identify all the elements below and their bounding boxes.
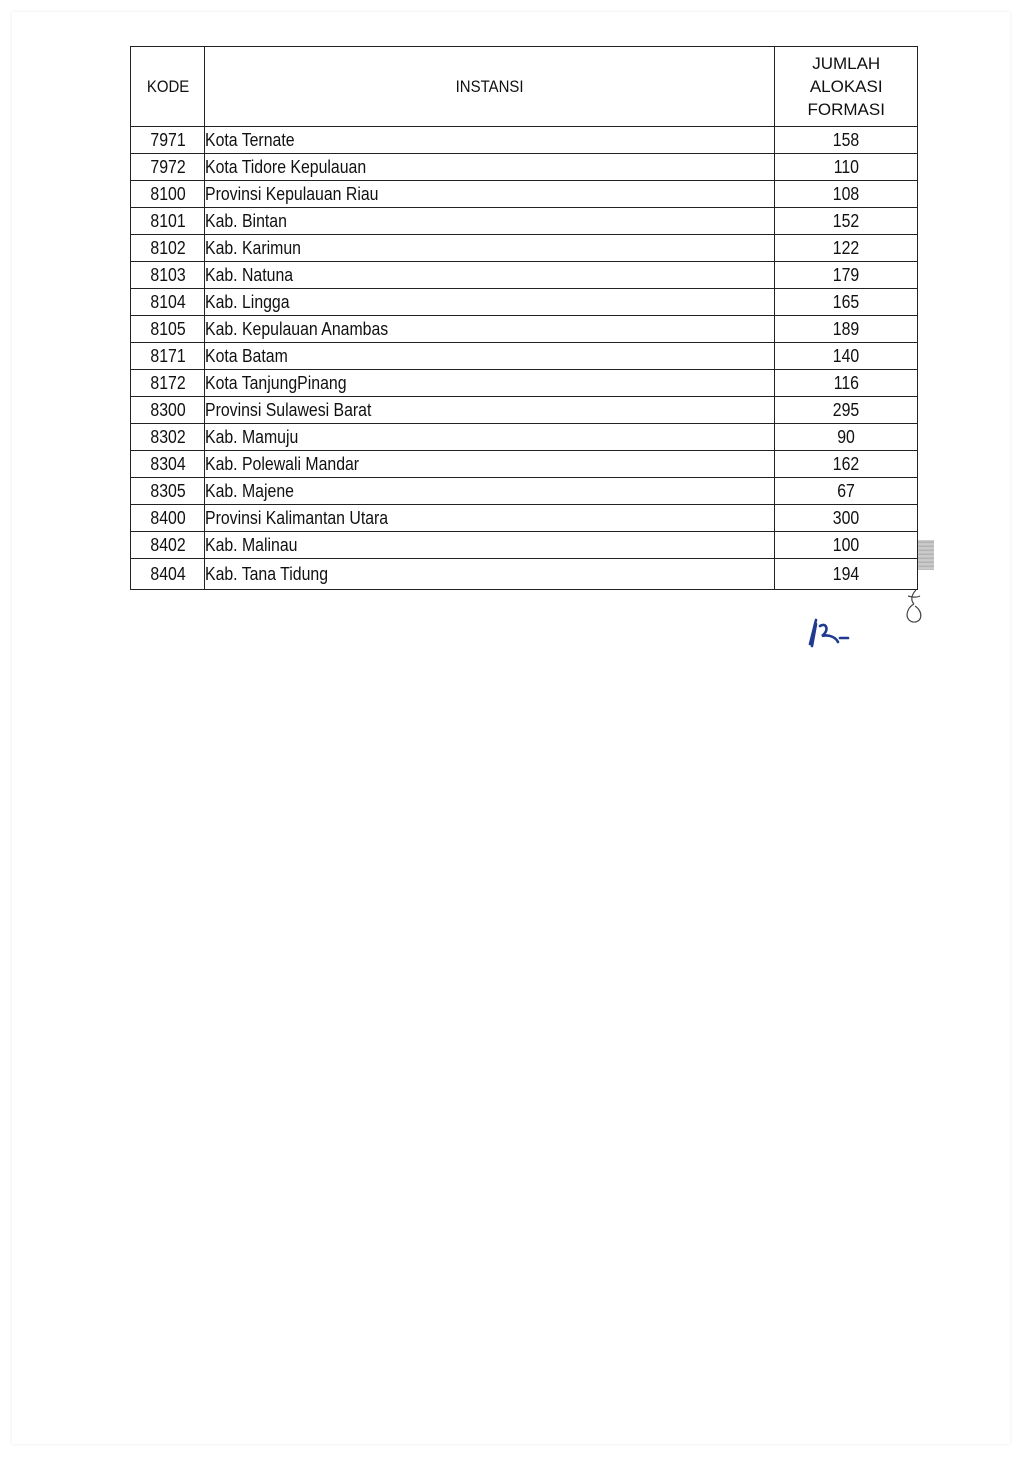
instansi-cell: Provinsi Sulawesi Barat (205, 397, 775, 424)
instansi-cell: Kota Batam (205, 343, 775, 370)
kode-cell: 8102 (131, 235, 205, 262)
kode-cell: 8302 (131, 424, 205, 451)
kode-cell: 8304 (131, 451, 205, 478)
table-header-row (131, 47, 918, 127)
instansi-cell: Kab. Bintan (205, 208, 775, 235)
table-row (131, 316, 918, 343)
instansi-cell: Kota TanjungPinang (205, 370, 775, 397)
kode-cell: 8105 (131, 316, 205, 343)
paraf-mark (898, 586, 928, 626)
instansi-cell: Kab. Kepulauan Anambas (205, 316, 775, 343)
jumlah-cell: 122 (775, 235, 918, 262)
kode-cell: 8171 (131, 343, 205, 370)
jumlah-cell: 295 (775, 397, 918, 424)
table-row (131, 235, 918, 262)
jumlah-cell: 110 (775, 154, 918, 181)
instansi-cell: Kota Tidore Kepulauan (205, 154, 775, 181)
kode-cell: 8300 (131, 397, 205, 424)
jumlah-cell: 100 (775, 532, 918, 559)
table-row (131, 424, 918, 451)
kode-cell: 8104 (131, 289, 205, 316)
scan-margin-mark (918, 540, 934, 570)
instansi-cell: Kab. Tana Tidung (205, 559, 775, 590)
instansi-cell: Kab. Malinau (205, 532, 775, 559)
kode-cell: 7971 (131, 127, 205, 154)
table-row (131, 451, 918, 478)
handwritten-signature (800, 612, 870, 652)
jumlah-cell: 140 (775, 343, 918, 370)
jumlah-cell: 152 (775, 208, 918, 235)
kode-cell: 8103 (131, 262, 205, 289)
instansi-cell: Kab. Mamuju (205, 424, 775, 451)
table-row (131, 343, 918, 370)
jumlah-cell: 158 (775, 127, 918, 154)
table-row (131, 289, 918, 316)
table-body (131, 127, 918, 590)
formasi-table (130, 46, 918, 590)
header-instansi: INSTANSI (205, 47, 775, 127)
table-row (131, 397, 918, 424)
instansi-cell: Kab. Natuna (205, 262, 775, 289)
table-row (131, 208, 918, 235)
jumlah-cell: 300 (775, 505, 918, 532)
jumlah-cell: 165 (775, 289, 918, 316)
kode-cell: 8404 (131, 559, 205, 590)
table-row (131, 262, 918, 289)
jumlah-cell: 194 (775, 559, 918, 590)
table-row (131, 181, 918, 208)
instansi-cell: Kab. Lingga (205, 289, 775, 316)
instansi-cell: Provinsi Kalimantan Utara (205, 505, 775, 532)
table-row (131, 478, 918, 505)
kode-cell: 8100 (131, 181, 205, 208)
kode-cell: 8305 (131, 478, 205, 505)
instansi-cell: Kab. Karimun (205, 235, 775, 262)
kode-cell: 8400 (131, 505, 205, 532)
instansi-cell: Kab. Polewali Mandar (205, 451, 775, 478)
instansi-cell: Kota Ternate (205, 127, 775, 154)
kode-cell: 7972 (131, 154, 205, 181)
kode-cell: 8402 (131, 532, 205, 559)
jumlah-cell: 90 (775, 424, 918, 451)
jumlah-cell: 67 (775, 478, 918, 505)
instansi-cell: Provinsi Kepulauan Riau (205, 181, 775, 208)
jumlah-cell: 162 (775, 451, 918, 478)
jumlah-cell: 179 (775, 262, 918, 289)
table-row (131, 532, 918, 559)
table-row (131, 127, 918, 154)
header-jumlah-alokasi-formasi: JUMLAH ALOKASI FORMASI (775, 47, 918, 127)
kode-cell: 8172 (131, 370, 205, 397)
kode-cell: 8101 (131, 208, 205, 235)
table-row (131, 370, 918, 397)
instansi-cell: Kab. Majene (205, 478, 775, 505)
jumlah-cell: 108 (775, 181, 918, 208)
table-row (131, 559, 918, 590)
header-kode: KODE (131, 47, 205, 127)
table-row (131, 505, 918, 532)
jumlah-cell: 189 (775, 316, 918, 343)
jumlah-cell: 116 (775, 370, 918, 397)
table-row (131, 154, 918, 181)
